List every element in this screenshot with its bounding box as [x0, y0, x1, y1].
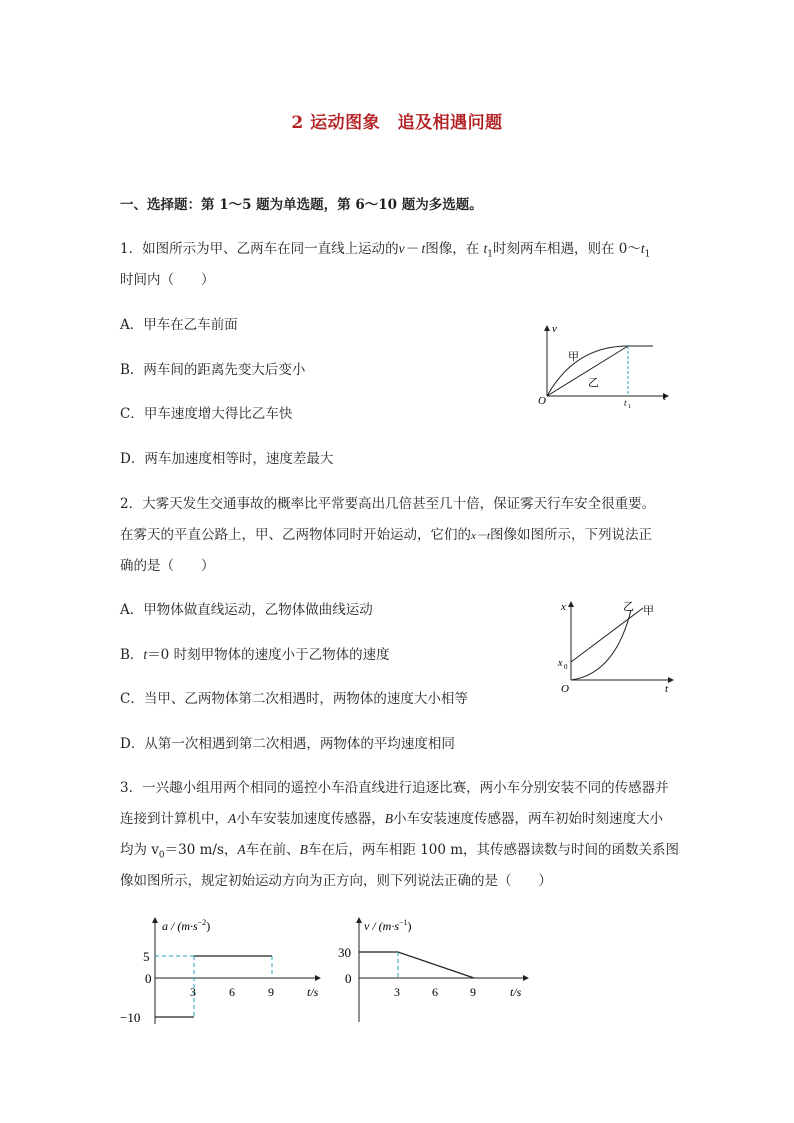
q2-label-x0: x	[558, 658, 563, 669]
q3v-xtick-3: 3	[394, 985, 400, 999]
q2-label-jia: 甲	[643, 605, 654, 617]
q1-label-v: v	[552, 323, 557, 335]
q3-l3-b: ＝30 m/s，	[164, 842, 238, 858]
q3v-xlabel: t/s	[510, 985, 522, 999]
q2-xt-graph	[555, 596, 680, 694]
q2-text-b: 图像如图所示，下列说法正	[489, 527, 652, 543]
q1-vt-graph	[535, 320, 675, 412]
q2-line2	[120, 527, 652, 544]
q3v-line	[359, 952, 474, 978]
q3-l3-c: 车在前、	[245, 842, 300, 858]
q1-label-t1: t	[624, 398, 627, 408]
q2-curve-yi	[571, 610, 631, 680]
q2-label-x: x	[561, 601, 566, 613]
q1-t1b-sub: 1	[644, 249, 651, 260]
q1-label-o: O	[538, 395, 546, 407]
q3-l3-a: 均为 v	[120, 842, 159, 858]
q2-option-d[interactable]: D．从第一次相遇到第二次相遇，两物体的平均速度相同	[120, 736, 455, 752]
q1-option-b[interactable]: B．两车间的距离先变大后变小	[120, 362, 306, 378]
q3v-ytick-0: 0	[345, 971, 352, 986]
q3a-xtick-6: 6	[229, 985, 235, 999]
q2-xt: x－t	[471, 530, 490, 542]
q3a-xtick-3: 3	[190, 985, 196, 999]
q3-line3	[120, 842, 679, 864]
q3v-ylabel-main: v / (m·s	[364, 919, 399, 933]
q2-optb-prefix: B．	[120, 647, 144, 663]
q1-line2: 时间内（ ）	[120, 272, 215, 288]
q1-t1b: t	[640, 241, 645, 256]
q3-l2-B: B	[384, 811, 393, 826]
q3-l2-a: 连接到计算机中，	[120, 811, 228, 827]
q3-l3-sub: 0	[158, 850, 165, 861]
q1-text-b: 图像，在	[425, 241, 480, 257]
q3-vt-graph	[332, 914, 537, 1026]
q3-l2-c: 小车安装速度传感器，两车初始时刻速度大小	[393, 811, 663, 827]
q3v-ylabel-close: )	[407, 919, 412, 933]
q1-curve-jia	[547, 346, 653, 396]
q3a-ytick-5: 5	[143, 949, 150, 964]
q1-option-a[interactable]: A．甲车在乙车前面	[120, 317, 238, 333]
q3-line2	[120, 811, 663, 827]
q3a-ylabel-sup: −2	[197, 918, 207, 927]
q3v-ylabel	[364, 918, 412, 933]
q3a-ytick-neg10: −10	[120, 1010, 141, 1025]
q3v-xtick-6: 6	[432, 985, 438, 999]
q1-label-yi: 乙	[588, 377, 599, 389]
q1-text-c: 时刻两车相遇，则在 0～	[493, 241, 641, 257]
q3v-xtick-9: 9	[470, 985, 476, 999]
q1-line1	[120, 241, 650, 263]
q3-line4: 像如图所示，规定初始运动方向为正方向，则下列说法正确的是（ ）	[120, 873, 552, 889]
section-heading: 一、选择题：第 1～5 题为单选题，第 6～10 题为多选题。	[120, 197, 483, 213]
q2-line1: 2．大雾天发生交通事故的概率比平常要高出几倍甚至几十倍，保证雾天行车安全很重要。	[120, 496, 656, 512]
q3a-ylabel	[162, 918, 210, 933]
q1-label-jia: 甲	[568, 351, 579, 363]
q3-l3-d: 车在后，两车相距 100 m，其传感器读数与时间的函数关系图	[307, 842, 680, 858]
page-title: 2 运动图象 追及相遇问题	[291, 113, 503, 133]
q1-t1: t	[483, 241, 488, 256]
q2-optb-t: t	[143, 647, 148, 662]
q3-l2-b: 小车安装加速度传感器，	[236, 811, 385, 827]
q2-label-yi: 乙	[623, 601, 634, 613]
q3a-xlabel: t/s	[307, 985, 319, 999]
q2-option-c[interactable]: C．当甲、乙两物体第二次相遇时，两物体的速度大小相等	[120, 691, 468, 707]
q2-label-t: t	[665, 683, 669, 694]
q1-t1-sub: 1	[487, 249, 494, 260]
q3-l3-B: B	[299, 842, 308, 857]
q3a-ylabel-close: )	[206, 919, 211, 933]
q1-option-c[interactable]: C．甲车速度增大得比乙车快	[120, 406, 293, 422]
q3-l2-A: A	[228, 811, 237, 826]
q1-option-d[interactable]: D．两车加速度相等时，速度差最大	[120, 451, 334, 467]
q2-optb-text: ＝0 时刻甲物体的速度小于乙物体的速度	[147, 647, 390, 663]
q1-label-t1-sub: 1	[628, 404, 631, 410]
q1-label-t: t	[663, 391, 667, 403]
q2-text-a: 在雾天的平直公路上，甲、乙两物体同时开始运动，它们的	[120, 527, 471, 543]
q3a-xtick-9: 9	[268, 985, 274, 999]
q3-line1: 3．一兴趣小组用两个相同的遥控小车沿直线进行追逐比赛，两小车分别安装不同的传感器并	[120, 780, 669, 796]
q2-label-x0-sub: 0	[564, 663, 568, 671]
q3v-ylabel-sup: −1	[399, 918, 408, 927]
q1-vt: v－ t	[398, 241, 426, 256]
q3v-ytick-30: 30	[338, 945, 351, 960]
q3a-ytick-0: 0	[145, 971, 152, 986]
q2-option-b[interactable]	[120, 647, 390, 663]
q3-l3-A: A	[237, 842, 246, 857]
q3a-ylabel-main: a / (m·s	[162, 919, 198, 933]
q2-line3: 确的是（ ）	[120, 558, 215, 574]
q2-label-o: O	[561, 683, 569, 694]
q2-option-a[interactable]: A．甲物体做直线运动，乙物体做曲线运动	[120, 602, 373, 618]
q3-at-graph	[112, 914, 327, 1026]
q1-text-a: 1．如图所示为甲、乙两车在同一直线上运动的	[120, 241, 399, 257]
q2-line-jia	[571, 608, 643, 662]
